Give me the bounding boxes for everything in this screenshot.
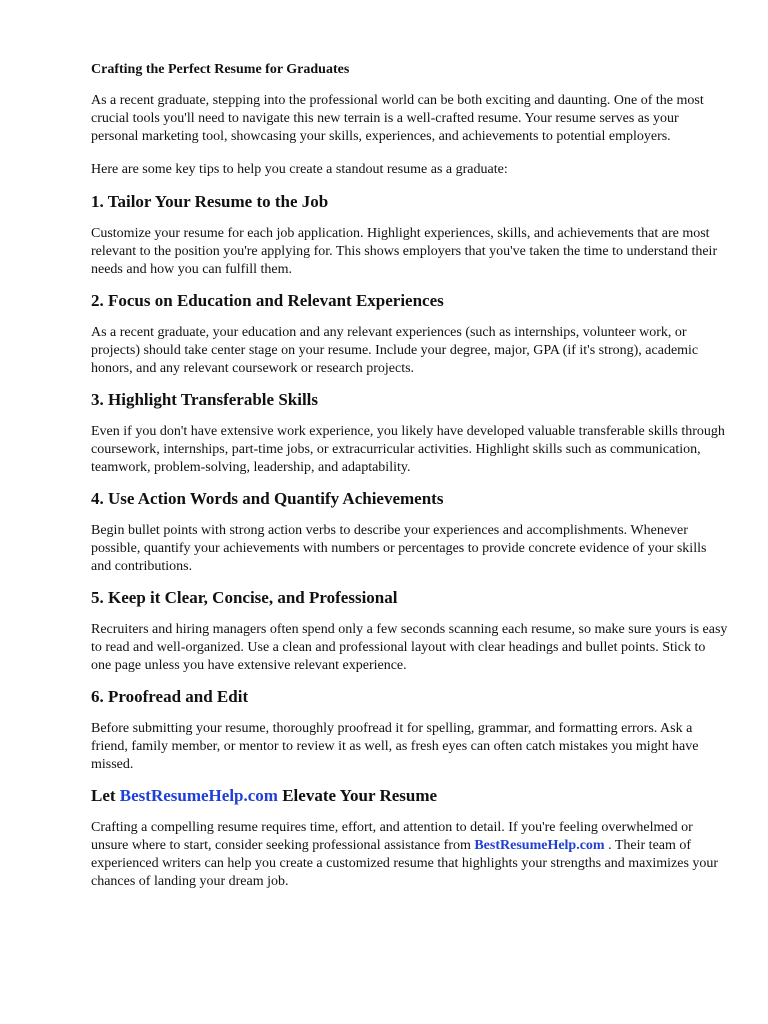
section-heading-proofread: 6. Proofread and Edit (91, 687, 249, 706)
cta-heading (91, 785, 728, 807)
section-heading-action-words: 4. Use Action Words and Quantify Achievements (91, 489, 444, 508)
cta-body (91, 819, 728, 891)
section-body-skills: Even if you don't have extensive work experience, you likely have developed valuable transferable skills through coursework, internships, part-time jobs, or extracurricular activities. Highlight skills such as communication, teamwork, problem-solving, leadership, and adaptability. (91, 424, 725, 475)
cta-body-before: Crafting a compelling resume requires time, effort, and attention to detail. If you're feeling overwhelmed or unsure where to start, consider seeking professional assistance from (91, 820, 693, 853)
section-heading-skills: 3. Highlight Transferable Skills (91, 390, 319, 409)
cta-body-after: . Their team of experienced writers can help you create a customized resume that highlights your strengths and maximizes your chances of landing your dream job. (91, 838, 719, 889)
document-title: Crafting the Perfect Resume for Graduates (91, 62, 350, 77)
cta-heading-suffix: Elevate Your Resume (277, 786, 438, 805)
section-body-proofread: Before submitting your resume, thoroughly proofread it for spelling, grammar, and formatting errors. Ask a friend, family member, or mentor to review it as well, as fresh eyes can often catch mistakes you might have missed. (91, 721, 699, 772)
cta-heading-link[interactable]: BestResumeHelp.com (119, 786, 278, 805)
section-body-tailor: Customize your resume for each job application. Highlight experiences, skills, and achievements that are most relevant to the position you're applying for. This shows employers that you've taken the time to understand their needs and how you can fulfill them. (91, 226, 718, 277)
section-heading-clear-concise: 5. Keep it Clear, Concise, and Professional (91, 588, 398, 607)
section-heading-tailor: 1. Tailor Your Resume to the Job (91, 192, 329, 211)
section-body-education: As a recent graduate, your education and any relevant experiences (such as internships, volunteer work, or projects) should take center stage on your resume. Include your degree, major, GPA (if it's strong), academic honors, and any relevant coursework or research projects. (91, 325, 699, 376)
lead-in-paragraph: Here are some key tips to help you create a standout resume as a graduate: (91, 162, 508, 177)
cta-heading-prefix: Let (91, 786, 120, 805)
section-body-action-words: Begin bullet points with strong action verbs to describe your experiences and accomplishments. Whenever possible, quantify your achievements with numbers or percentages to provide concrete evidence of your skills and contributions. (91, 523, 707, 574)
cta-body-link[interactable]: BestResumeHelp.com (474, 838, 605, 853)
section-heading-education: 2. Focus on Education and Relevant Experiences (91, 291, 444, 310)
intro-paragraph: As a recent graduate, stepping into the professional world can be both exciting and daunting. One of the most crucial tools you'll need to navigate this new terrain is a well-crafted resume. Your resume serves as your personal marketing tool, showcasing your skills, experiences, and achievements to potential employers. (91, 93, 704, 144)
section-body-clear-concise: Recruiters and hiring managers often spend only a few seconds scanning each resume, so make sure yours is easy to read and well-organized. Use a clean and professional layout with clear headings and bullet points. Stick to one page unless you have extensive relevant experience. (91, 622, 728, 673)
